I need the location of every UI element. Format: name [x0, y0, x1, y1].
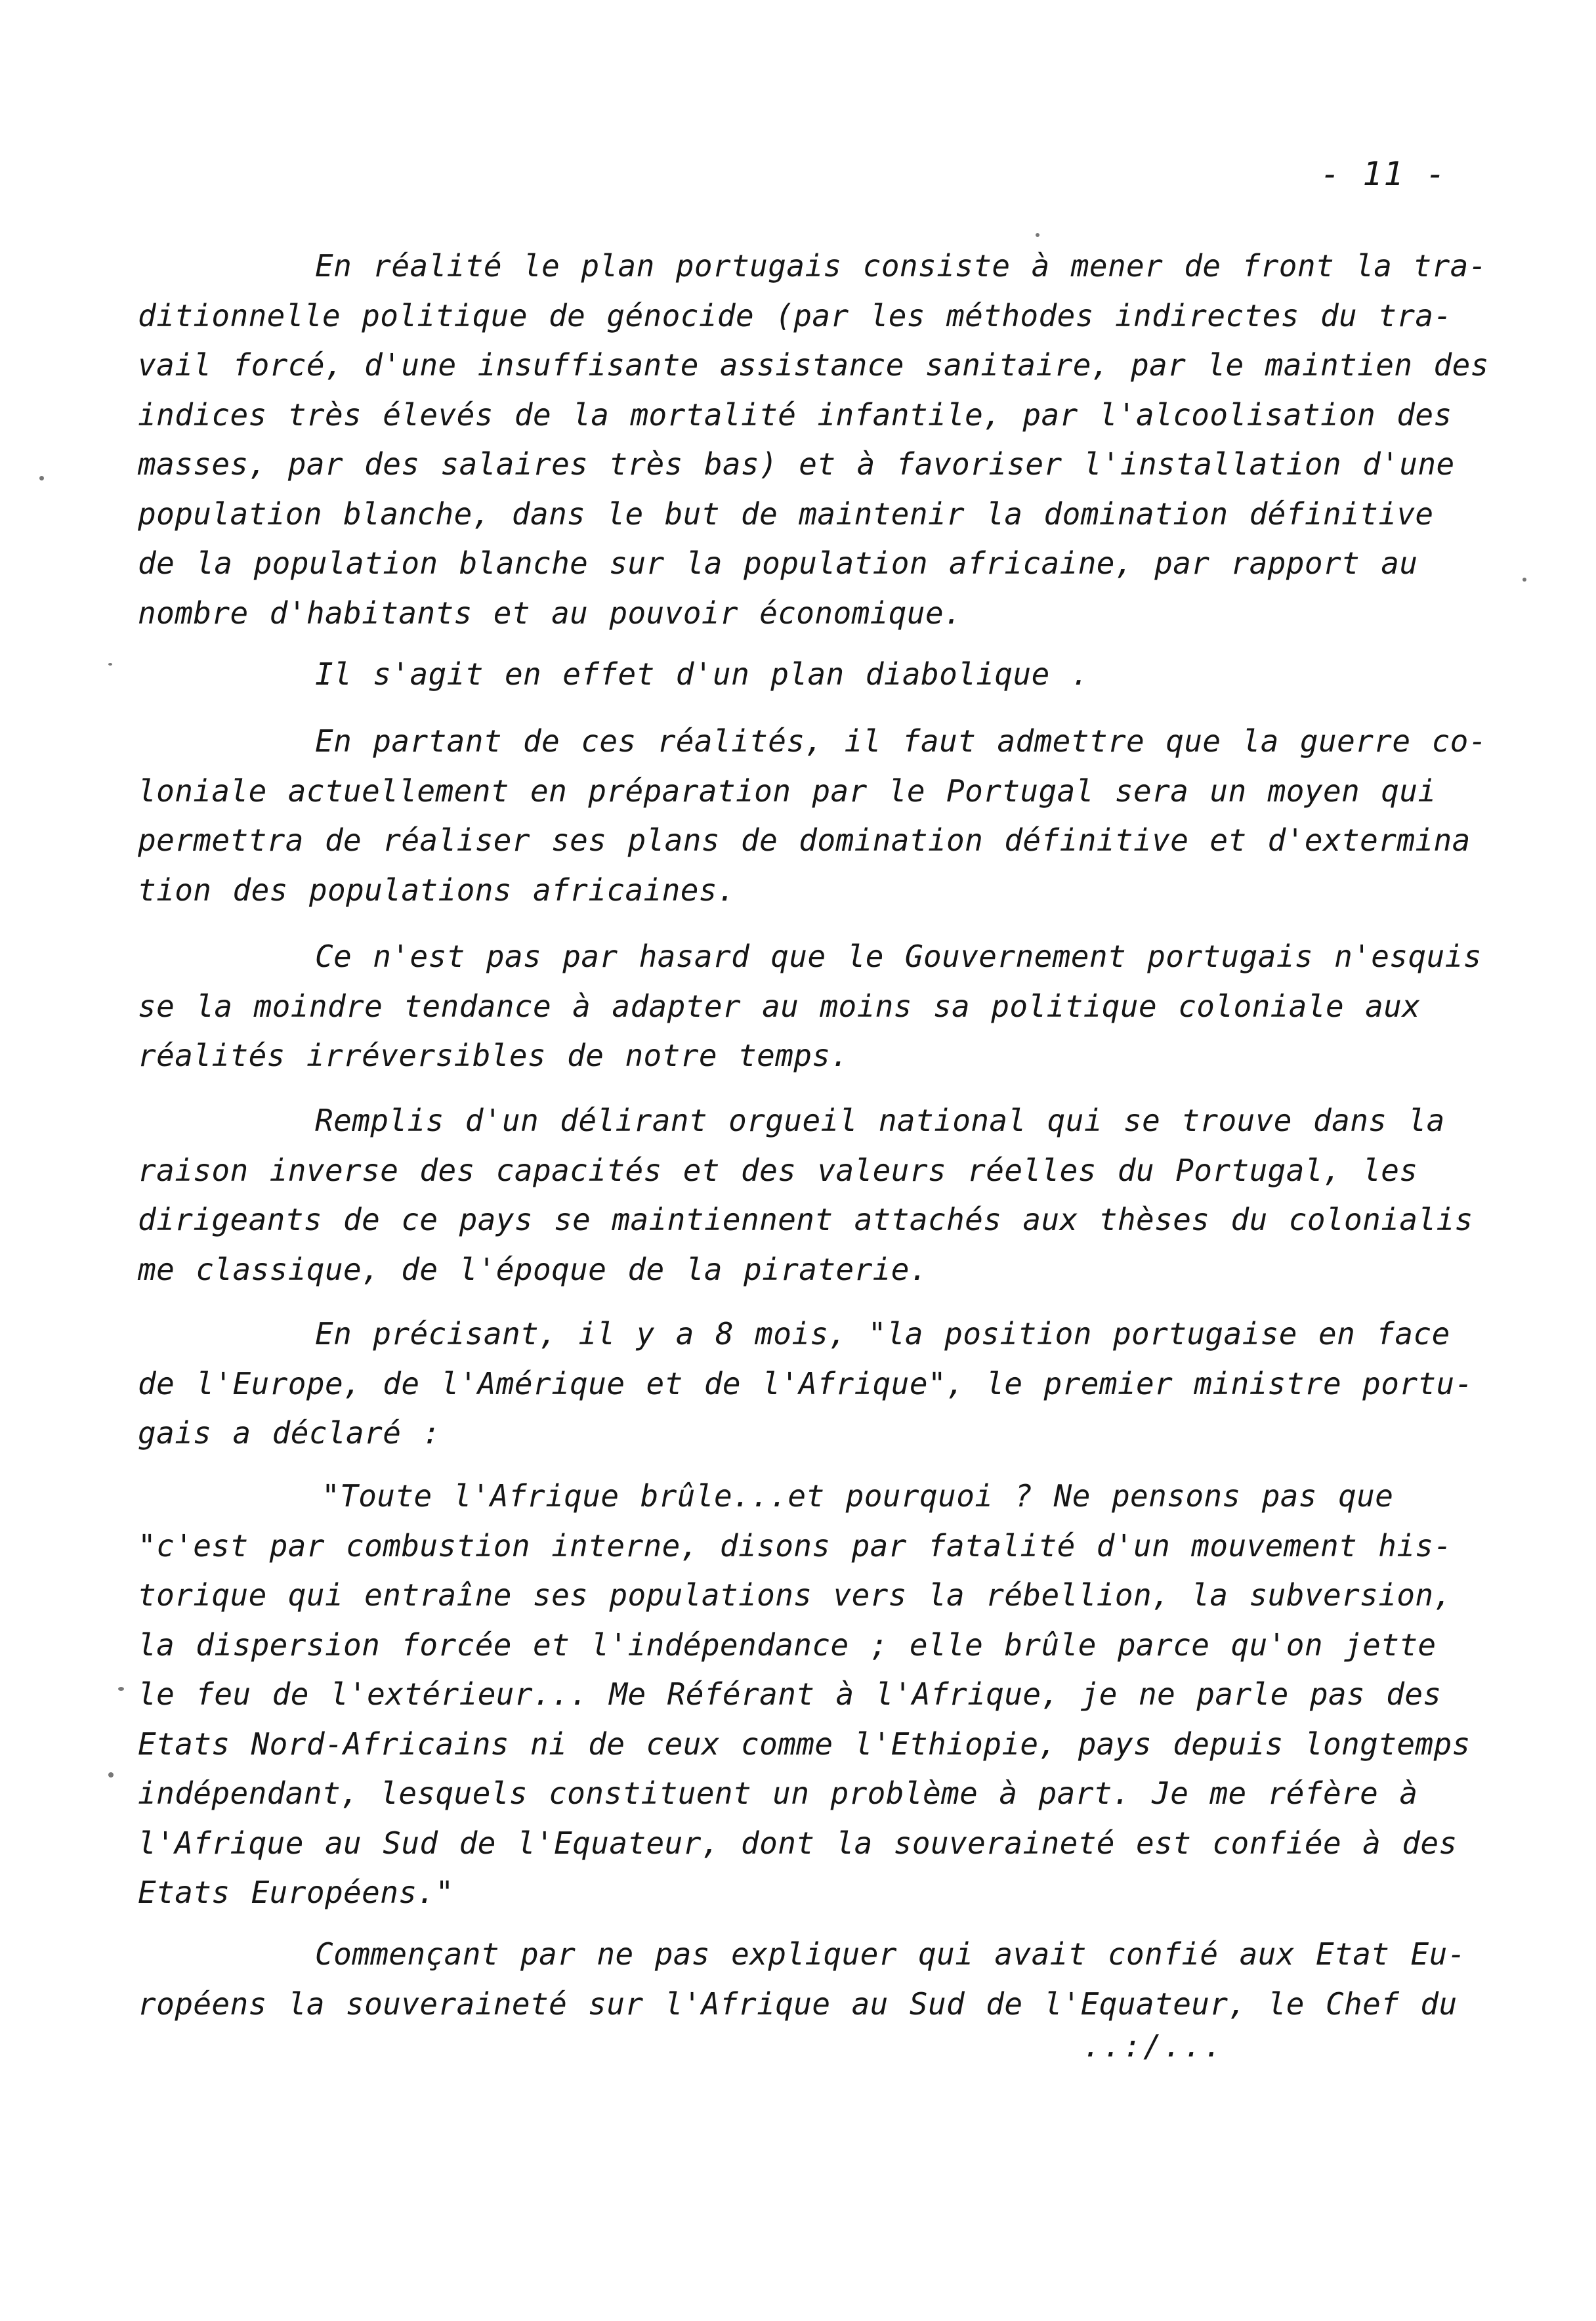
paragraph-line: tion des populations africaines.	[138, 872, 736, 908]
paragraph-line: vail forcé, d'une insuffisante assistance sanitaire, par le maintien des	[138, 347, 1489, 383]
scan-speck	[118, 1687, 124, 1691]
paragraph-line: "Toute l'Afrique brûle...et pourquoi ? Ne pensons pas que	[322, 1478, 1394, 1514]
paragraph-line: l'Afrique au Sud de l'Equateur, dont la souveraineté est confiée à des	[138, 1825, 1458, 1861]
paragraph-line: réalités irréversibles de notre temps.	[138, 1038, 849, 1073]
paragraph	[138, 1930, 1542, 2029]
paragraph-line: Etats Européens."	[138, 1875, 454, 1910]
paragraph-line: Remplis d'un délirant orgueil national qui se trouve dans la	[315, 1103, 1445, 1138]
paragraph	[138, 717, 1542, 915]
paragraph-line: permettra de réaliser ses plans de domination définitive et d'extermina	[138, 822, 1471, 858]
paragraph-line: dirigeants de ce pays se maintiennent attachés aux thèses du colonialis	[138, 1202, 1473, 1237]
paragraph-line: masses, par des salaires très bas) et à favoriser l'installation d'une	[138, 446, 1455, 482]
paragraph-line: En précisant, il y a 8 mois, "la position portugaise en face	[315, 1316, 1450, 1352]
scan-speck	[108, 663, 112, 666]
scan-speck	[108, 1772, 114, 1778]
paragraph	[138, 1310, 1542, 1459]
paragraph-line: se la moindre tendance à adapter au moins sa politique coloniale aux	[138, 988, 1421, 1024]
paragraph	[138, 1096, 1542, 1294]
continuation-mark: ..:/...	[1083, 2028, 1224, 2064]
paragraph-line: loniale actuellement en préparation par le Portugal sera un moyen qui	[138, 773, 1437, 809]
paragraph-line: indépendant, lesquels constituent un problème à part. Je me réfère à	[138, 1776, 1418, 1811]
paragraph-line: Etats Nord-Africains ni de ceux comme l'Ethiopie, pays depuis longtemps	[138, 1726, 1471, 1762]
scan-speck	[1522, 578, 1526, 582]
paragraph	[138, 650, 1542, 700]
paragraph-line: de l'Europe, de l'Amérique et de l'Afrique", le premier ministre portu-	[138, 1365, 1473, 1401]
paragraph-line: le feu de l'extérieur... Me Référant à l'Afrique, je ne parle pas des	[138, 1676, 1442, 1712]
paragraph-line: population blanche, dans le but de maintenir la domination définitive	[138, 496, 1434, 532]
page-number: - 11 -	[1320, 155, 1447, 193]
paragraph-line: En partant de ces réalités, il faut admettre que la guerre co-	[315, 723, 1487, 759]
paragraph-line: nombre d'habitants et au pouvoir économique.	[138, 595, 963, 631]
paragraph-line: En réalité le plan portugais consiste à mener de front la tra-	[315, 248, 1487, 284]
paragraph-line: raison inverse des capacités et des valeurs réelles du Portugal, les	[138, 1152, 1418, 1188]
paragraph	[138, 242, 1542, 638]
scan-speck	[39, 476, 44, 480]
paragraph-line: indices très élevés de la mortalité infantile, par l'alcoolisation des	[138, 396, 1452, 433]
paragraph-line: me classique, de l'époque de la piraterie.	[138, 1251, 928, 1287]
paragraph-line: "c'est par combustion interne, disons par fatalité d'un mouvement his-	[138, 1527, 1452, 1564]
paragraph-line: la dispersion forcée et l'indépendance ; elle brûle parce qu'on jette	[138, 1627, 1437, 1663]
paragraph-line: gais a déclaré :	[138, 1415, 441, 1451]
paragraph-line: ditionnelle politique de génocide (par les méthodes indirectes du tra-	[138, 297, 1452, 333]
paragraph-line: ropéens la souveraineté sur l'Afrique au Sud de l'Equateur, le Chef du	[138, 1986, 1458, 2022]
paragraph	[138, 1472, 1542, 1918]
scan-speck	[1036, 233, 1040, 237]
paragraph-line: Il s'agit en effet d'un plan diabolique .	[315, 656, 1089, 692]
paragraph-line: de la population blanche sur la population africaine, par rapport au	[138, 545, 1418, 581]
paragraph-line: Commençant par ne pas expliquer qui avait confié aux Etat Eu-	[315, 1936, 1466, 1972]
paragraph-line: Ce n'est pas par hasard que le Gouvernement portugais n'esquis	[315, 939, 1482, 974]
paragraph	[138, 932, 1542, 1081]
paragraph-line: torique qui entraîne ses populations vers la rébellion, la subversion,	[138, 1577, 1452, 1613]
